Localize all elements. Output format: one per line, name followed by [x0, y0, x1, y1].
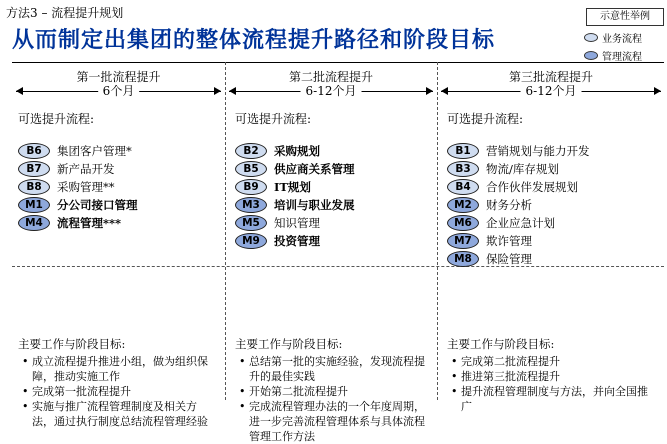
- process-code-badge: M8: [447, 251, 479, 267]
- batch-column-3: [437, 62, 665, 413]
- process-label: 集团客户管理*: [57, 144, 132, 158]
- tasks-title: 主要工作与阶段目标:: [235, 337, 343, 351]
- task-list: [451, 354, 657, 414]
- process-label: 合作伙伴发展规划: [486, 180, 578, 194]
- task-item: • 实施与推广流程管理制度及相关方法，通过执行制度总结流程管理经验: [22, 399, 217, 429]
- duration-label: 6-12个月: [301, 84, 362, 98]
- task-item: • 完成第一批流程提升: [22, 384, 217, 399]
- arrow-left-icon: [441, 87, 448, 95]
- duration-label: 6-12个月: [521, 84, 582, 98]
- tasks-title: 主要工作与阶段目标:: [447, 337, 555, 351]
- legend: [584, 30, 642, 66]
- process-label: 知识管理: [274, 216, 320, 230]
- process-code-badge: B5: [235, 161, 267, 177]
- process-item: [447, 160, 590, 178]
- optional-label: 可选提升流程:: [18, 112, 95, 126]
- process-label: 采购规划: [274, 144, 320, 158]
- process-item: [447, 250, 590, 268]
- process-code-badge: B8: [18, 179, 50, 195]
- task-item: • 成立流程提升推进小组，做为组织保障，推动实施工作: [22, 354, 217, 384]
- management-oval-icon: [584, 51, 598, 60]
- process-code-badge: B9: [235, 179, 267, 195]
- legend-business: [584, 30, 642, 45]
- process-item: [18, 178, 138, 196]
- task-item: • 完成第二批流程提升: [451, 354, 657, 369]
- task-item: • 总结第一批的实施经验，发现流程提升的最佳实践: [239, 354, 429, 384]
- process-item: [447, 178, 590, 196]
- process-list: [447, 142, 590, 268]
- arrow-right-icon: [214, 87, 221, 95]
- arrow-left-icon: [229, 87, 236, 95]
- process-label: 企业应急计划: [486, 216, 555, 230]
- task-item: • 提升流程管理制度与方法，并向全国推广: [451, 384, 657, 414]
- duration-arrow: [16, 84, 221, 98]
- process-label: 营销规划与能力开发: [486, 144, 590, 158]
- task-item: • 完成流程管理办法的一个年度周期，进一步完善流程管理体系与具体流程管理工作方法: [239, 399, 429, 444]
- page-title: 从而制定出集团的整体流程提升路径和阶段目标: [12, 27, 496, 53]
- process-label: 欺诈管理: [486, 234, 532, 248]
- process-item: [18, 142, 138, 160]
- duration-arrow: [441, 84, 661, 98]
- process-code-badge: B1: [447, 143, 479, 159]
- process-label: 流程管理***: [57, 216, 122, 230]
- batch-title: 第三批流程提升: [508, 70, 593, 84]
- process-code-badge: M7: [447, 233, 479, 249]
- process-code-badge: M9: [235, 233, 267, 249]
- business-oval-icon: [584, 33, 598, 42]
- process-list: [235, 142, 355, 250]
- process-code-badge: M6: [447, 215, 479, 231]
- process-item: [235, 196, 355, 214]
- process-item: [447, 232, 590, 250]
- optional-label: 可选提升流程:: [447, 112, 524, 126]
- process-item: [235, 142, 355, 160]
- process-code-badge: M3: [235, 197, 267, 213]
- process-code-badge: M5: [235, 215, 267, 231]
- arrow-right-icon: [654, 87, 661, 95]
- duration-label: 6个月: [98, 84, 140, 98]
- process-item: [18, 214, 138, 232]
- duration-arrow: [229, 84, 433, 98]
- process-label: 投资管理: [274, 234, 320, 248]
- process-item: [447, 214, 590, 232]
- process-item: [235, 160, 355, 178]
- process-label: 物流/库存规划: [486, 162, 559, 176]
- batch-title: 第一批流程提升: [76, 70, 161, 84]
- process-label: 培训与职业发展: [274, 198, 355, 212]
- process-item: [447, 142, 590, 160]
- process-label: 采购管理**: [57, 180, 115, 194]
- process-label: IT规划: [274, 180, 311, 194]
- batch-column-2: [225, 62, 437, 443]
- optional-label: 可选提升流程:: [235, 112, 312, 126]
- process-item: [235, 232, 355, 250]
- batch-title: 第二批流程提升: [288, 70, 373, 84]
- process-item: [235, 178, 355, 196]
- process-code-badge: M2: [447, 197, 479, 213]
- arrow-right-icon: [426, 87, 433, 95]
- process-label: 供应商关系管理: [274, 162, 355, 176]
- process-label: 保险管理: [486, 252, 532, 266]
- legend-business-label: 业务流程: [602, 34, 642, 45]
- schematic-badge: 示意性举例: [586, 8, 664, 26]
- process-item: [18, 196, 138, 214]
- batch-column-1: [12, 62, 225, 428]
- process-label: 新产品开发: [57, 162, 115, 176]
- process-item: [18, 160, 138, 178]
- tasks-title: 主要工作与阶段目标:: [18, 337, 126, 351]
- legend-management: [584, 48, 642, 63]
- process-label: 分公司接口管理: [57, 198, 138, 212]
- task-item: • 开始第二批流程提升: [239, 384, 429, 399]
- header-subtitle: 方法3 – 流程提升规划: [6, 6, 124, 20]
- process-list: [18, 142, 138, 232]
- task-list: [239, 354, 429, 444]
- process-item: [235, 214, 355, 232]
- legend-management-label: 管理流程: [602, 52, 642, 63]
- process-code-badge: B6: [18, 143, 50, 159]
- process-code-badge: B7: [18, 161, 50, 177]
- process-code-badge: B4: [447, 179, 479, 195]
- task-item: • 推进第三批流程提升: [451, 369, 657, 384]
- process-item: [447, 196, 590, 214]
- arrow-left-icon: [16, 87, 23, 95]
- process-code-badge: M4: [18, 215, 50, 231]
- task-list: [22, 354, 217, 429]
- process-code-badge: B3: [447, 161, 479, 177]
- process-code-badge: B2: [235, 143, 267, 159]
- process-label: 财务分析: [486, 198, 532, 212]
- process-code-badge: M1: [18, 197, 50, 213]
